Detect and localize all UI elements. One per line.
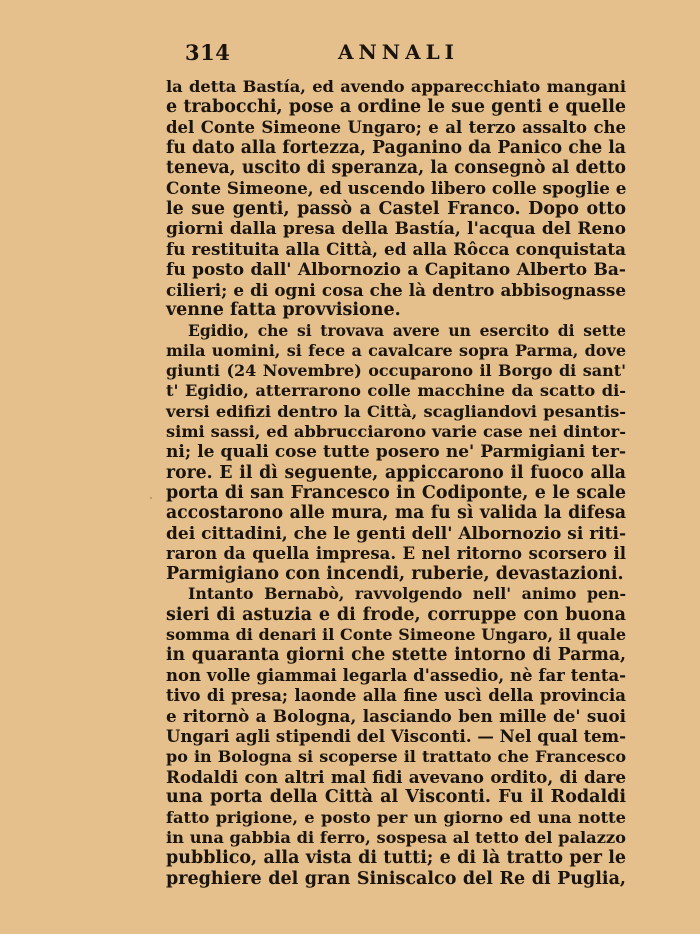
text-line: simi sassi, ed abbrucciarono varie case nei dintor-	[166, 422, 626, 442]
text-line: del Conte Simeone Ungaro; e al terzo assalto che	[166, 117, 626, 137]
text-line: fatto prigione, e posto per un giorno ed una notte	[166, 807, 626, 827]
text-line: e trabocchi, pose a ordine le sue genti e quelle	[166, 97, 626, 118]
text-line: ni; le quali cose tutte posero ne' Parmigiani ter-	[166, 442, 626, 463]
text-line: preghiere del gran Siniscalco del Re di Puglia,	[166, 868, 626, 889]
text-line: po in Bologna si scoperse il trattato che Francesco	[166, 746, 626, 766]
text-line: fu posto dall' Albornozio a Capitano Alberto Ba-	[166, 259, 626, 280]
text-line: Intanto Bernabò, ravvolgendo nell' animo pen-	[188, 584, 626, 604]
text-line: giorni dalla presa della Bastía, l'acqua del Reno	[166, 219, 626, 240]
text-line: le sue genti, passò a Castel Franco. Dopo otto	[166, 198, 626, 219]
page-number: 314	[185, 40, 231, 65]
text-line: in quaranta giorni che stette intorno di Parma,	[166, 645, 626, 666]
text-line: cilieri; e di ogni cosa che là dentro abbisognasse	[166, 279, 626, 300]
paper-speck	[150, 497, 152, 499]
text-line: tivo di presa; laonde alla fine uscì della provincia	[166, 685, 626, 705]
body-text	[166, 77, 626, 889]
text-line: teneva, uscito di speranza, la consegnò al detto	[166, 158, 626, 179]
text-line: non volle giammai legarla d'assedio, nè far tenta-	[166, 665, 626, 685]
text-line: rore. E il dì seguente, appiccarono il fuoco alla	[166, 462, 626, 483]
text-line: raron da quella impresa. E nel ritorno scorsero il	[166, 543, 626, 563]
text-line: porta di san Francesco in Codiponte, e le scale	[166, 482, 626, 503]
text-line: Ungari agli stipendi del Visconti. — Nel qual tem-	[166, 726, 626, 746]
text-line: t' Egidio, atterrarono colle macchine da scatto di-	[166, 381, 626, 401]
text-line: somma di denari il Conte Simeone Ungaro, il quale	[166, 625, 626, 645]
text-line: venne fatta provvisione.	[166, 300, 401, 321]
text-line: Parmigiano con incendi, ruberie, devastazioni.	[166, 564, 624, 585]
text-line: Egidio, che si trovava avere un esercito di sette	[188, 320, 626, 340]
text-line: fu dato alla fortezza, Paganino da Panico che la	[166, 137, 626, 158]
running-head	[185, 40, 625, 68]
text-line: in una gabbia di ferro, sospesa al tetto del palazzo	[166, 827, 626, 847]
running-title: ANNALI	[338, 40, 460, 64]
text-line: sieri di astuzia e di frode, corruppe con buona	[166, 604, 626, 625]
text-line: dei cittadini, che le genti dell' Albornozio si riti-	[166, 523, 626, 544]
text-line: fu restituita alla Città, ed alla Rôcca conquistata	[166, 239, 626, 260]
text-line: Rodaldi con altri mal fidi avevano ordito, di dare	[166, 767, 626, 788]
text-line: Conte Simeone, ed uscendo libero colle spoglie e	[166, 178, 627, 199]
text-line: versi edifizi dentro la Città, scagliandovi pesantis-	[166, 401, 626, 421]
text-line: accostarono alle mura, ma fu sì valida la difesa	[166, 503, 626, 524]
text-line: giunti (24 Novembre) occuparono il Borgo di sant'	[166, 361, 626, 381]
text-line: pubblico, alla vista di tutti; e di là tratto per le	[166, 848, 626, 869]
text-line: mila uomini, si fece a cavalcare sopra Parma, dove	[166, 340, 626, 360]
text-line: la detta Bastía, ed avendo apparecchiato mangani	[166, 77, 626, 96]
text-line: una porta della Città al Visconti. Fu il Rodaldi	[166, 787, 626, 808]
text-line: e ritornò a Bologna, lasciando ben mille de' suoi	[166, 706, 626, 727]
